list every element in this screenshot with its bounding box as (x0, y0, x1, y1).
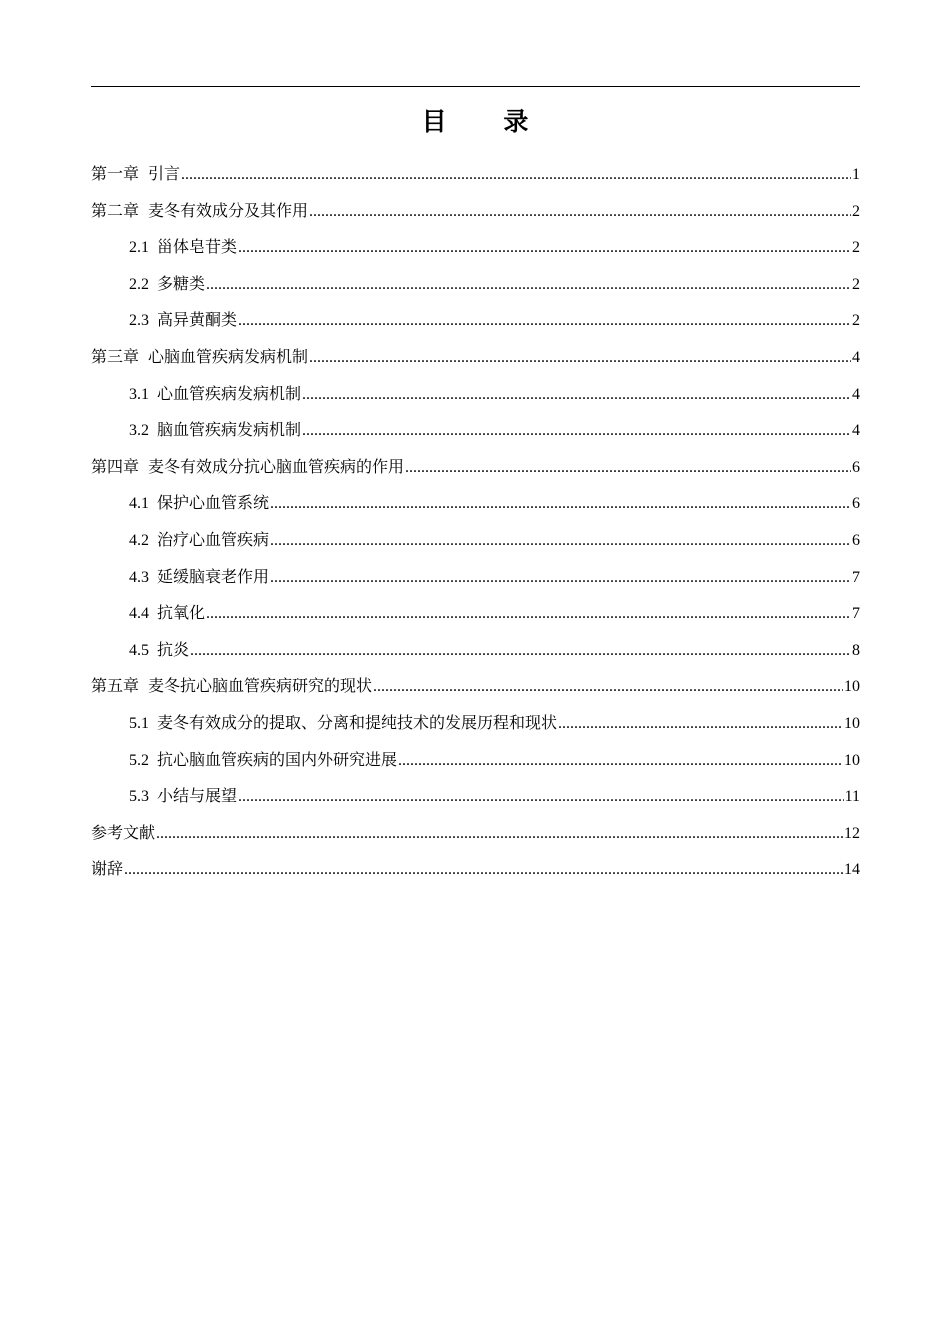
toc-entry[interactable] (91, 668, 860, 705)
toc-entry-title: 小结与展望 (157, 786, 238, 806)
toc-entry-page: 10 (844, 678, 860, 696)
toc-dot-leader (190, 633, 851, 669)
toc-entry[interactable] (91, 156, 860, 193)
toc-entry-title: 保护心血管系统 (157, 493, 270, 513)
toc-entry[interactable] (91, 376, 860, 413)
toc-dot-leader (558, 706, 843, 742)
toc-entry[interactable] (91, 339, 860, 376)
toc-entry-title: 高异黄酮类 (157, 310, 238, 330)
toc-entry-number: 4.3 (129, 568, 149, 586)
toc-entry-title: 参考文献 (91, 822, 156, 842)
toc-entry-page: 2 (852, 202, 860, 220)
toc-entry[interactable] (91, 412, 860, 449)
toc-entry-page: 4 (852, 422, 860, 440)
toc-entry-number: 4.5 (129, 641, 149, 659)
toc-dot-leader (302, 413, 851, 449)
toc-entry-title: 麦冬有效成分抗心脑血管疾病的作用 (148, 456, 405, 476)
toc-entry-number: 5.2 (129, 751, 149, 769)
toc-entry-title: 引言 (148, 164, 181, 183)
toc-dot-leader (309, 194, 851, 230)
toc-entry-page: 2 (852, 275, 860, 293)
toc-entry-number: 4.1 (129, 495, 149, 513)
toc-entry[interactable] (91, 449, 860, 486)
toc-dot-leader (156, 816, 843, 852)
toc-entry-page: 6 (852, 531, 860, 549)
toc-entry-title: 治疗心血管疾病 (157, 529, 270, 549)
toc-entry-number: 3.1 (129, 385, 149, 403)
toc-dot-leader (238, 230, 851, 266)
toc-entry-number: 2.3 (129, 312, 149, 330)
toc-entry-title: 延缓脑衰老作用 (157, 566, 270, 586)
toc-dot-leader (373, 669, 843, 705)
toc-entry[interactable] (91, 778, 860, 815)
toc-entry[interactable] (91, 522, 860, 559)
toc-dot-leader (398, 743, 843, 779)
toc-entry-title: 麦冬有效成分及其作用 (148, 200, 309, 220)
toc-dot-leader (181, 157, 851, 193)
toc-entry-page: 1 (852, 166, 860, 183)
toc-entry-page: 11 (844, 788, 860, 806)
toc-entry-number: 4.2 (129, 531, 149, 549)
toc-entry[interactable] (91, 742, 860, 779)
toc-entry-number: 第五章 (91, 676, 140, 696)
toc-entry-number: 2.1 (129, 239, 149, 257)
toc-entry-page: 2 (852, 239, 860, 257)
toc-dot-leader (270, 523, 851, 559)
toc-entry[interactable] (91, 229, 860, 266)
toc-entry[interactable] (91, 632, 860, 669)
toc-entry-page: 4 (852, 348, 860, 366)
toc-entry-title: 抗炎 (157, 639, 190, 659)
toc-entry[interactable] (91, 193, 860, 230)
toc-entry-number: 3.2 (129, 422, 149, 440)
toc-entry-number: 2.2 (129, 275, 149, 293)
toc-entry-number: 第四章 (91, 456, 140, 476)
table-of-contents (91, 156, 860, 888)
toc-entry-page: 14 (844, 861, 860, 879)
toc-dot-leader (405, 450, 851, 486)
toc-entry-title: 麦冬抗心脑血管疾病研究的现状 (148, 676, 373, 696)
toc-entry-title: 脑血管疾病发病机制 (157, 420, 302, 440)
toc-entry-page: 4 (852, 385, 860, 403)
toc-entry[interactable] (91, 595, 860, 632)
toc-entry-page: 6 (852, 458, 860, 476)
toc-entry[interactable] (91, 485, 860, 522)
toc-entry-title: 心血管疾病发病机制 (157, 383, 302, 403)
toc-entry-number: 第一章 (91, 164, 140, 183)
toc-entry-number: 4.4 (129, 605, 149, 623)
toc-entry[interactable] (91, 851, 860, 888)
toc-entry-title: 抗氧化 (157, 603, 206, 623)
toc-entry-number: 第二章 (91, 200, 140, 220)
toc-entry-title: 甾体皂苷类 (157, 237, 238, 257)
toc-entry[interactable] (91, 559, 860, 596)
toc-dot-leader (302, 377, 851, 413)
toc-entry-page: 6 (852, 495, 860, 513)
toc-dot-leader (309, 340, 851, 376)
toc-dot-leader (270, 486, 851, 522)
toc-entry-page: 7 (852, 605, 860, 623)
toc-entry-number: 5.1 (129, 714, 149, 732)
toc-entry-title: 多糖类 (157, 273, 206, 293)
toc-title: 目 录 (421, 107, 553, 136)
toc-entry-page: 10 (844, 751, 860, 769)
toc-dot-leader (238, 779, 844, 815)
toc-dot-leader (238, 303, 851, 339)
toc-entry-page: 10 (844, 714, 860, 732)
toc-entry[interactable] (91, 266, 860, 303)
toc-entry[interactable] (91, 815, 860, 852)
toc-entry[interactable] (91, 705, 860, 742)
toc-dot-leader (270, 560, 851, 596)
toc-entry-page: 8 (852, 641, 860, 659)
toc-dot-leader (206, 596, 851, 632)
toc-entry-page: 12 (844, 824, 860, 842)
toc-entry-page: 7 (852, 568, 860, 586)
toc-dot-leader (206, 267, 851, 303)
toc-dot-leader (124, 852, 843, 888)
toc-entry-number: 第三章 (91, 346, 140, 366)
toc-entry-title: 抗心脑血管疾病的国内外研究进展 (157, 749, 398, 769)
toc-entry[interactable] (91, 302, 860, 339)
toc-entry-title: 麦冬有效成分的提取、分离和提纯技术的发展历程和现状 (157, 712, 558, 732)
toc-entry-title: 谢辞 (91, 859, 124, 879)
toc-entry-page: 2 (852, 312, 860, 330)
toc-entry-number: 5.3 (129, 788, 149, 806)
toc-entry-title: 心脑血管疾病发病机制 (148, 346, 309, 366)
header-rule (91, 86, 860, 87)
